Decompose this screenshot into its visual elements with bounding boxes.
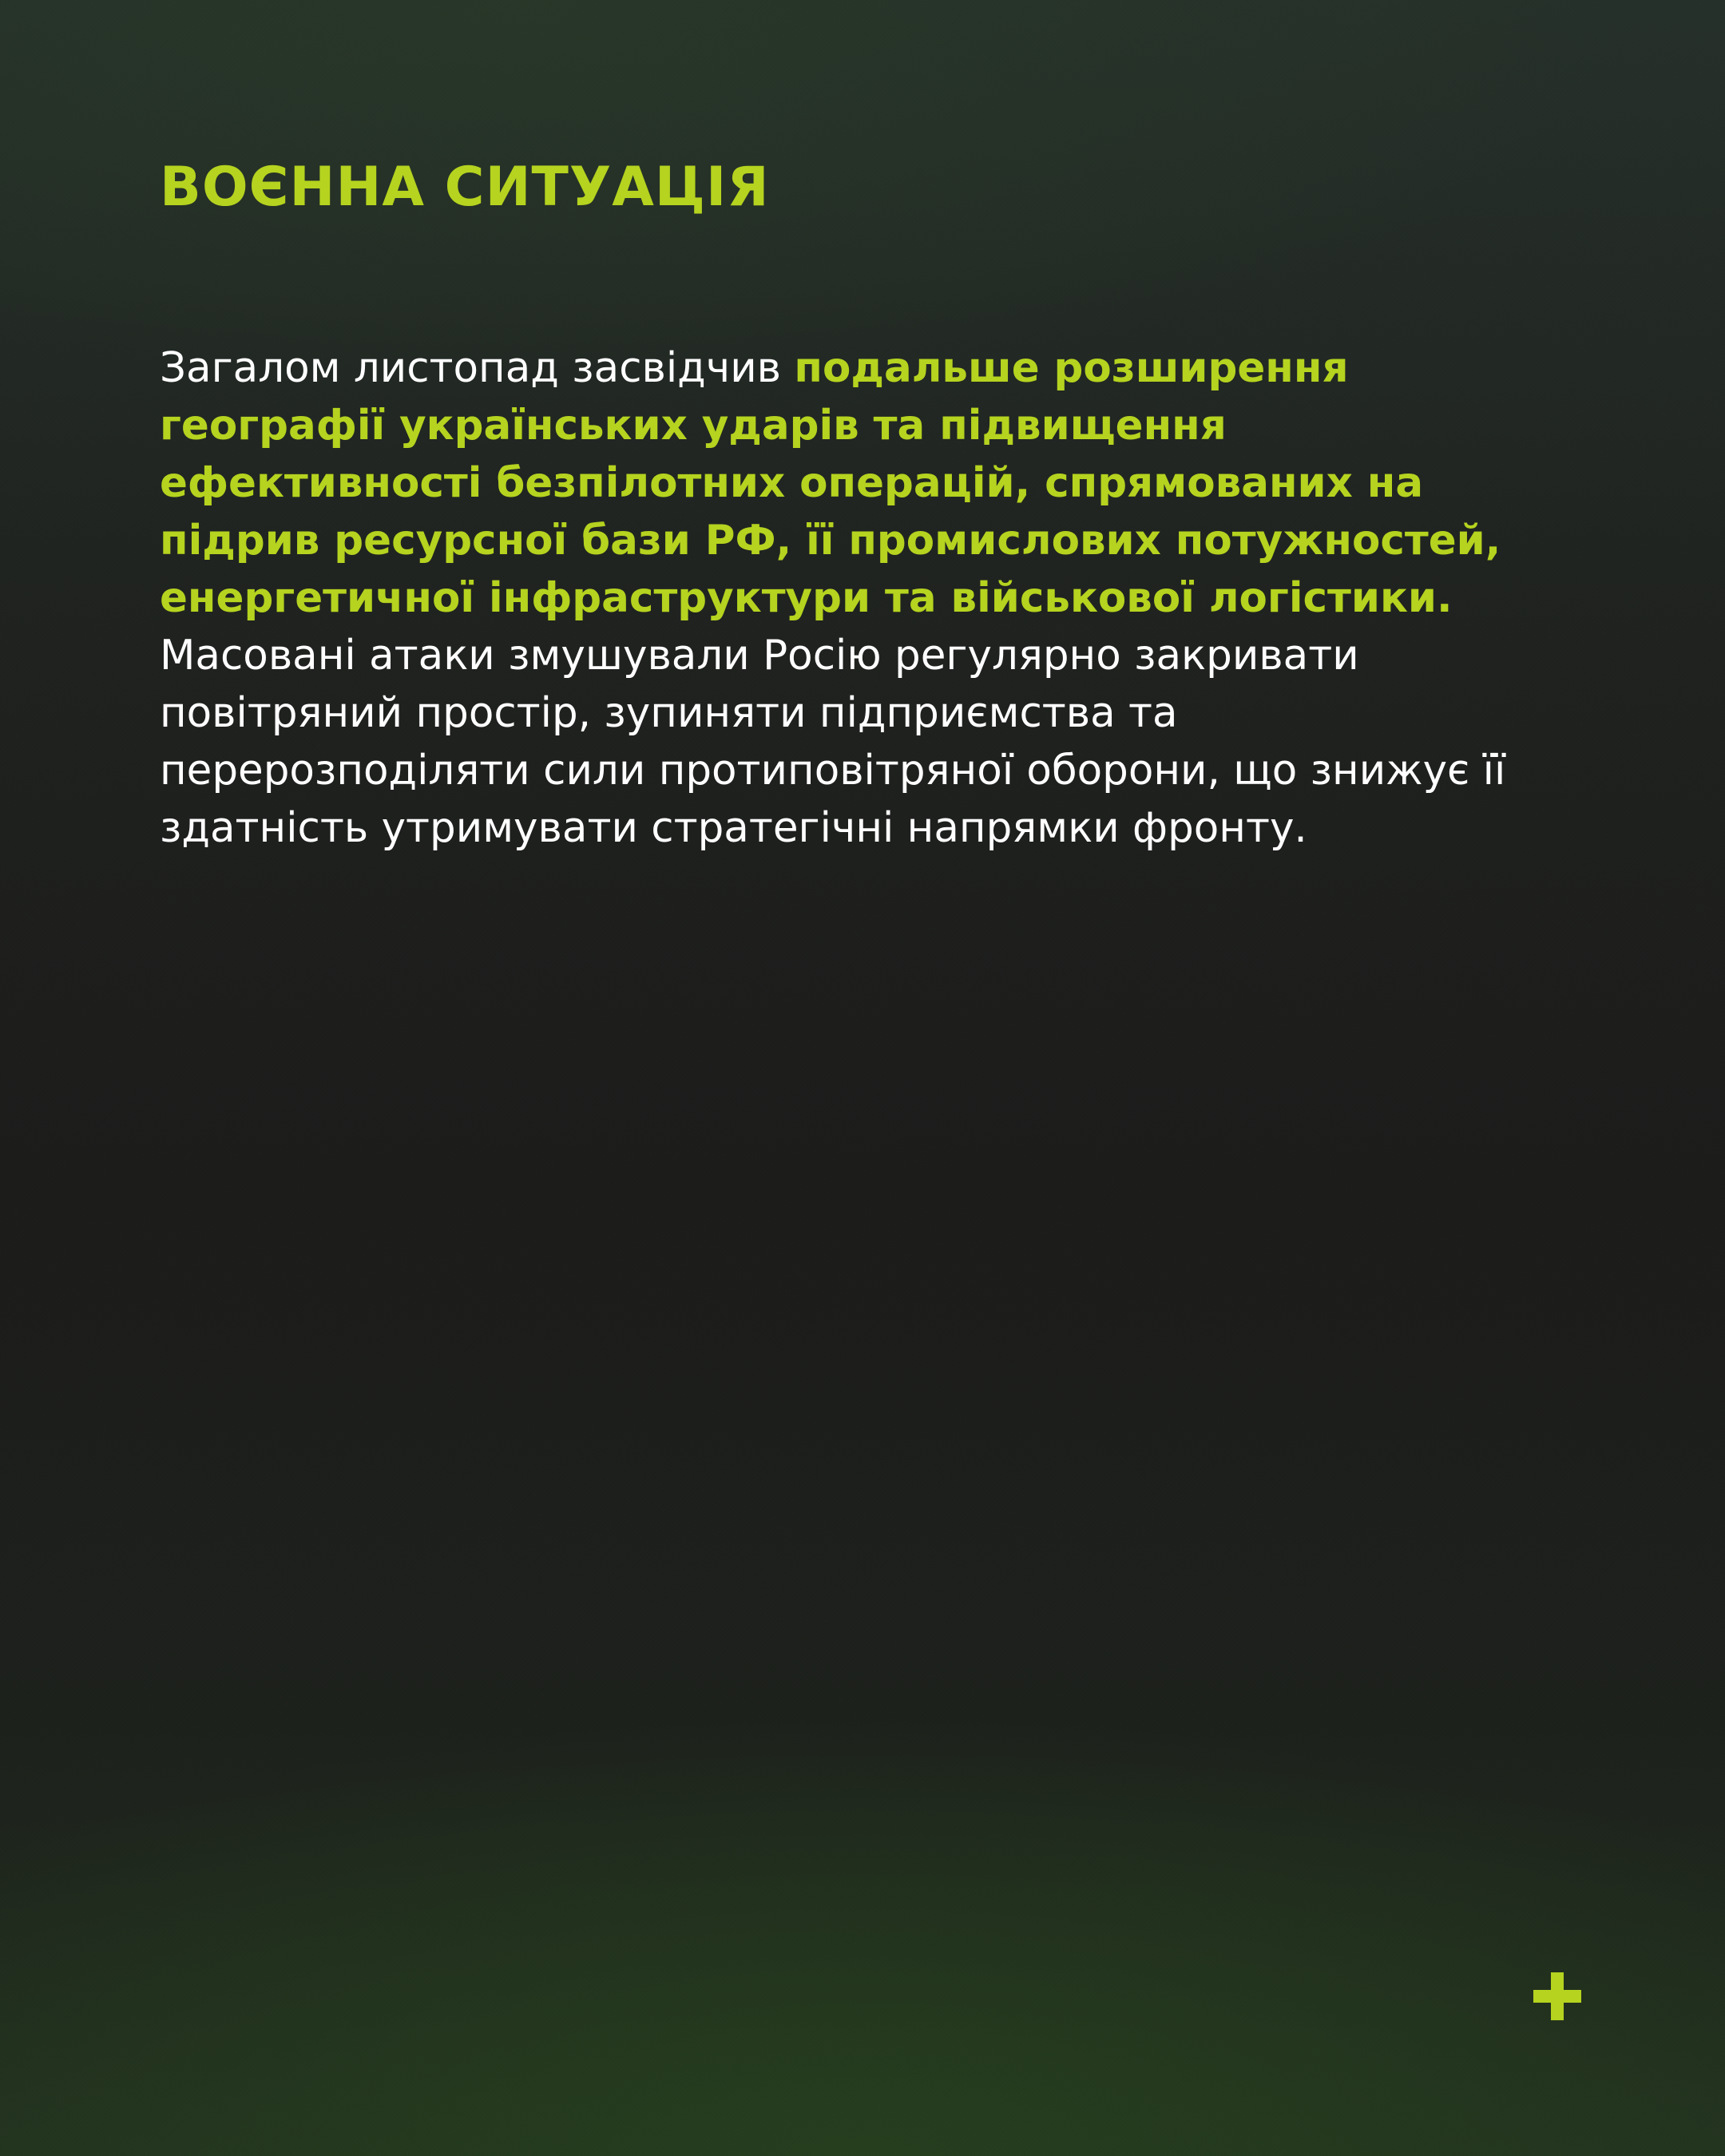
body-paragraph	[160, 339, 1549, 857]
paragraph-intro: Загалом листопад засвідчив	[160, 344, 795, 392]
paragraph-rest: Масовані атаки змушували Росію регулярно закривати повітряний простір, зупиняти підприємства та перерозподіляти сили протиповітряної оборони, що знижує її здатність утримувати стратегічні напрямки фронту.	[160, 632, 1506, 852]
page-title: ВОЄННА СИТУАЦІЯ	[160, 156, 770, 219]
plus-icon	[1533, 1972, 1581, 2020]
paragraph-highlight: подальше розширення географії українських ударів та підвищення ефективності безпілотних операцій, спрямованих на підрив ресурсної бази РФ, її промислових потужностей, енергетичної інфраструктури та військової логістики.	[160, 344, 1501, 622]
